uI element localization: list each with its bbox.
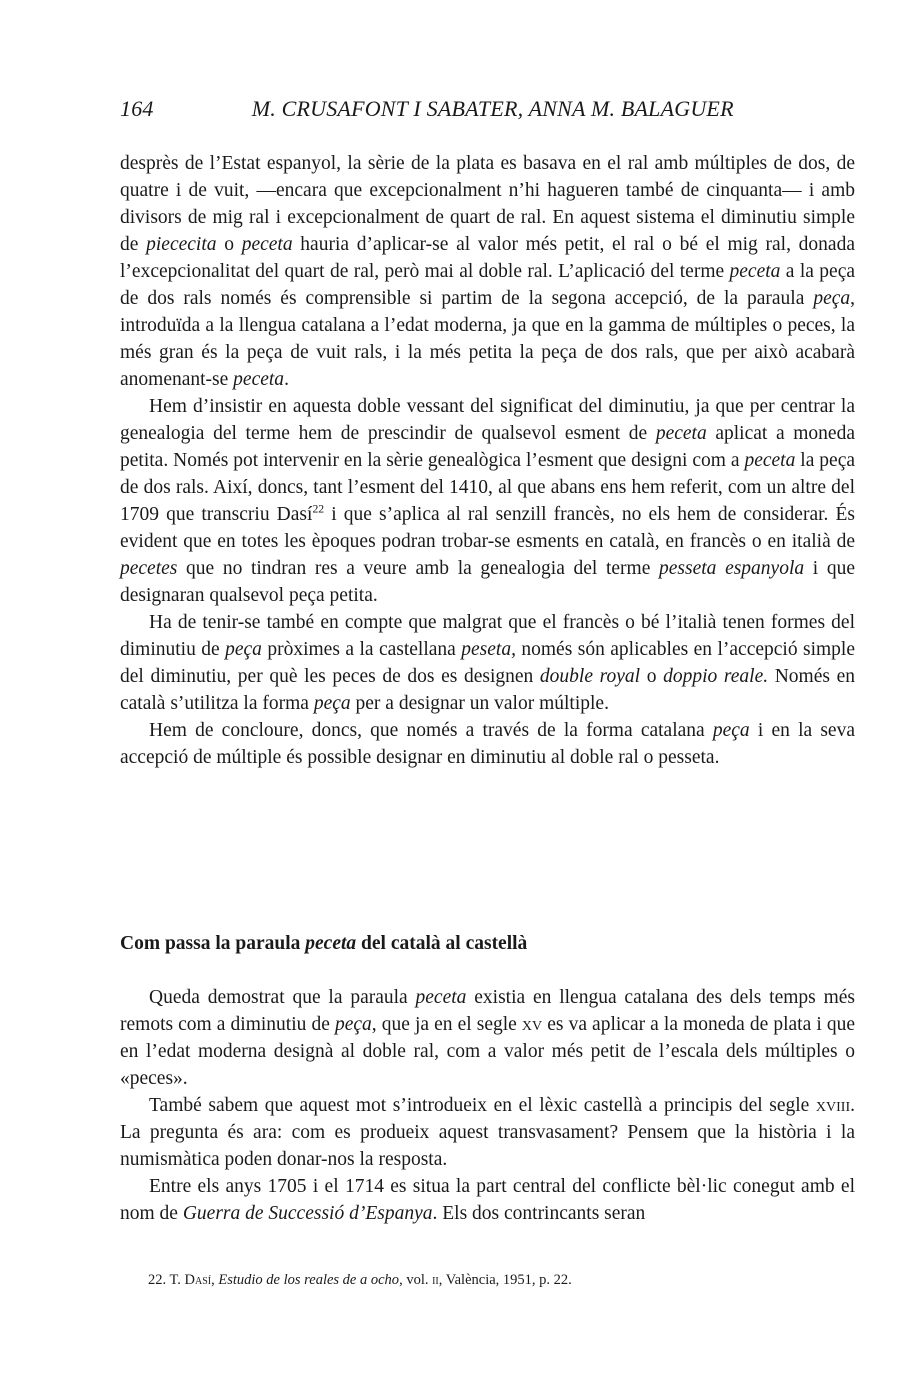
running-title: M. CRUSAFONT I SABATER, ANNA M. BALAGUER [251,96,734,121]
page-header [120,96,820,122]
footnote: 22. T. Dasí, Estudio de los reales de a ocho, vol. ii, València, 1951, p. 22. [148,1272,572,1288]
section-heading: Com passa la paraula peceta del català al castellà [120,933,528,954]
paragraph: Hem d’insistir en aquesta doble vessant del significat del diminutiu, ja que per centrar la genealogia del terme hem de prescindir de qualsevol esment de peceta aplicat a moneda petita. Només pot intervenir en la sèrie genealògica l’esment que designi com a peceta la peça de dos rals. Així, doncs, tant l’esment del 1410, al que abans ens hem referit, com un altre del 1709 que transcriu Dasí$^{22}$ i que s’aplica al ral senzill francès, no els hem de considerar. És evident que en totes les èpoques podran trobar-se esments en català, en francès o en italià de pecetes que no tindran res a veure amb la genealogia del terme pesseta espanyola i que designaran qualsevol peça petita. [120,396,856,606]
paragraph: Entre els anys 1705 i el 1714 es situa la part central del conflicte bèl·lic conegut amb el nom de Guerra de Successió d’Espanya. Els dos contrincants seran [120,1176,855,1224]
paragraph: També sabem que aquest mot s’introdueix en el lèxic castellà a principis del segle xviii. La pregunta és ara: com es produeix aquest transvasament? Pensem que la història i la numismàtica poden donar-nos la resposta. [120,1095,855,1170]
paragraph: Hem de concloure, doncs, que només a través de la forma catalana peça i en la seva accepció de múltiple és possible designar en diminutiu al doble ral o pesseta. [120,720,855,768]
section-body-text [120,984,855,1227]
paragraph: Ha de tenir-se també en compte que malgrat que el francès o bé l’italià tenen formes del diminutiu de peça pròximes a la castellana peseta, només són aplicables en l’accepció simple del diminutiu, per què les peces de dos es designen double royal o doppio reale. Només en català s’utilitza la forma peça per a designar un valor múltiple. [120,612,856,714]
page-number: 164 [120,96,154,121]
body-text [120,150,855,771]
paragraph: Queda demostrat que la paraula peceta existia en llengua catalana des dels temps més remots com a diminutiu de peça, que ja en el segle xv es va aplicar a la moneda de plata i que en l’edat moderna designà al doble ral, com a valor més petit de l’escala dels múltiples o «peces». [120,987,855,1089]
paragraph: desprès de l’Estat espanyol, la sèrie de la plata es basava en el ral amb múltiples de dos, de quatre i de vuit, —encara que excepcionalment n’hi hagueren també de cinquanta— i amb divisors de mig ral i excepcionalment de quart de ral. En aquest sistema el diminutiu simple de piececita o peceta hauria d’aplicar-se al valor més petit, el ral o bé el mig ral, donada l’excepcionalitat del quart de ral, però mai al doble ral. L’aplicació del terme peceta a la peça de dos rals només és comprensible si partim de la segona accepció, de la paraula peça, introduïda a la llengua catalana a l’edat moderna, ja que en la gamma de múltiples o peces, la més gran és la peça de vuit rals, i la més petita la peça de dos rals, que per això acabarà anomenant-se peceta. [120,153,856,390]
